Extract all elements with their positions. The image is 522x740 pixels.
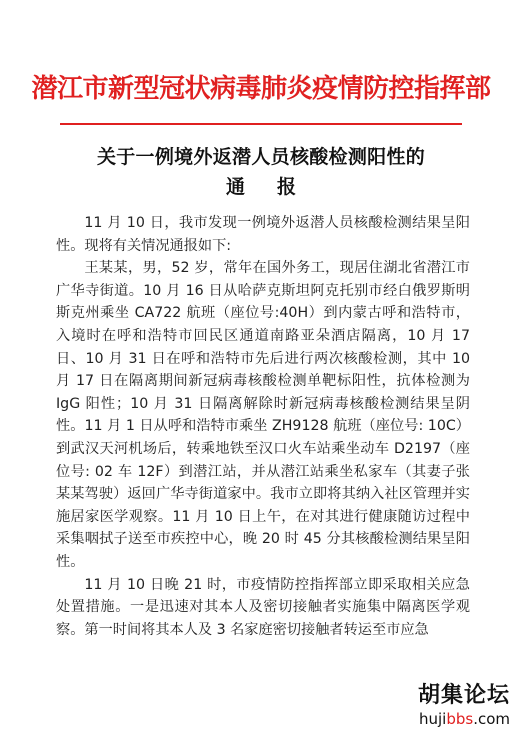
header-red-rule xyxy=(60,123,462,125)
forum-watermark-name: 胡集论坛 xyxy=(417,683,510,708)
forum-url-suffix: .com xyxy=(473,710,510,728)
forum-watermark-url xyxy=(418,710,510,728)
forum-url-accent: bbs xyxy=(446,710,474,728)
body-paragraph-2: 王某某，男，52 岁，常年在国外务工，现居住湖北省潜江市广华寺街道。10 月 16 日从哈萨克斯坦阿克托别市经白俄罗斯明斯克州乘坐 CA722 航班（座位号:40H）到内蒙古呼和浩特市，入境时在呼和浩特市回民区通道南路亚朵酒店隔离，10 月 17 日、10 月 31 日在呼和浩特市先后进行两次核酸检测，其中 10 月 17 日在隔离期间新冠病毒核酸检测单靶标阳性，抗体检测为 IgG 阳性；10 月 31 日隔离解除时新冠病毒核酸检测结果呈阴性。11 月 1 日从呼和浩特市乘坐 ZH9128 航班（座位号: 10C）到武汉天河机场后，转乘地铁至汉口火车站乘坐动车 D2197（座位号: 02 车 12F）到潜江站，并从潜江站乘坐私家车（其妻子张某某驾驶）返回广华寺街道家中。我市立即将其纳入社区管理并实施居家医学观察。11 月 10 日上午，在对其进行健康随访过程中采集咽拭子送至市疾控中心，晚 20 时 45 分其核酸检测结果呈阳性。 xyxy=(56,260,470,570)
notice-title-line-2: 通报 xyxy=(225,176,328,198)
body-paragraph-3: 11 月 10 日晚 21 时，市疫情防控指挥部立即采取相关应急处置措施。一是迅速对其本人及密切接触者实施集中隔离医学观察。第一时间将其本人及 3 名家庭密切接触者转运至市应急 xyxy=(56,576,470,638)
forum-url-prefix: huji xyxy=(418,710,447,728)
forum-watermark xyxy=(408,680,516,732)
issuer-header-title: 潜江市新型冠状病毒肺炎疫情防控指挥部 xyxy=(31,74,491,104)
body-paragraph-1: 11 月 10 日，我市发现一例境外返潜人员核酸检测结果呈阳性。现将有关情况通报如下: xyxy=(56,215,470,254)
notice-title xyxy=(0,142,522,202)
notice-body xyxy=(56,212,470,641)
notice-title-line-1: 关于一例境外返潜人员核酸检测阳性的 xyxy=(96,146,426,168)
